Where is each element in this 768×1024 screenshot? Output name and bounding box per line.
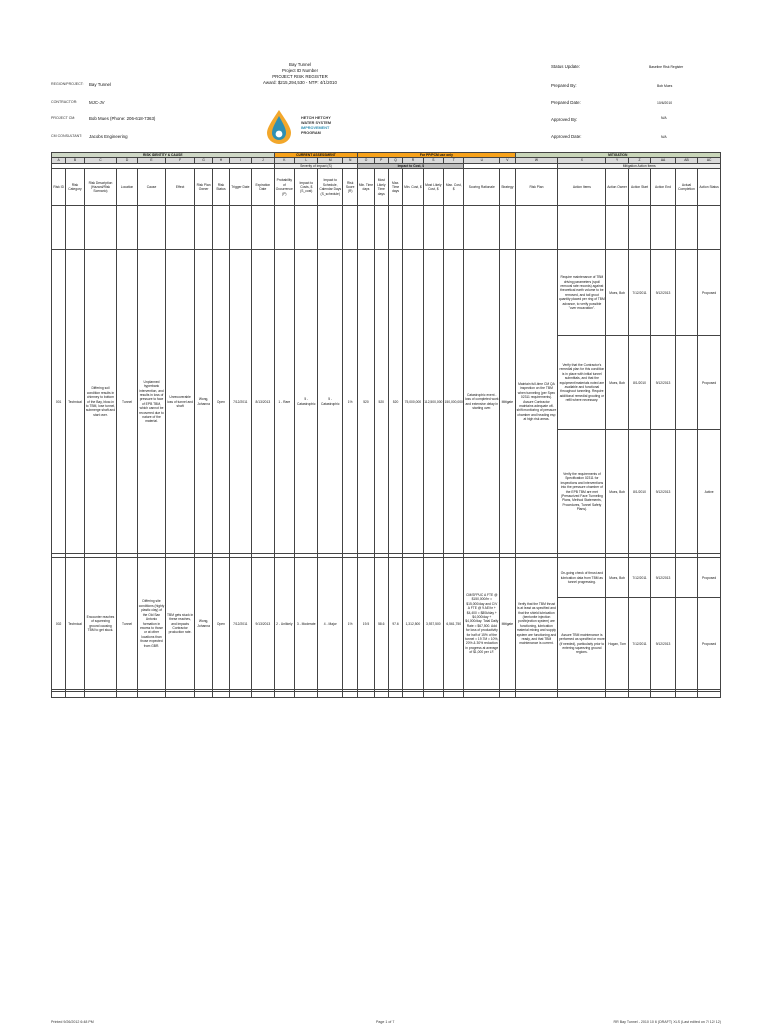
prepared-by-value: Bob Mues xyxy=(657,84,673,88)
column-letter-25: Y xyxy=(606,158,628,163)
action-end-cell: 9/12/2013 xyxy=(651,336,676,430)
column-letter-15: O xyxy=(358,158,374,163)
risk-ml-cost-cell: 112,500,000 xyxy=(423,250,443,554)
blank-cell xyxy=(66,692,84,698)
risk-max-cost-cell: 150,000,000 xyxy=(444,250,464,554)
blank-cell xyxy=(444,692,464,698)
blank-cell xyxy=(651,206,676,250)
risk-ml-time-cell: 520 xyxy=(374,250,388,554)
risk-table-body xyxy=(52,153,721,698)
header-line-award: Award: $215,294,530 - NTP: 4/1/2010 xyxy=(263,80,337,85)
action-end-cell: 9/12/2013 xyxy=(651,558,676,598)
risk-location-cell: Tunnel xyxy=(117,250,137,554)
column-letter-2: B xyxy=(66,158,84,163)
sub-severity: Severity of Impact (S) xyxy=(274,163,358,168)
blank-cell xyxy=(500,692,515,698)
action-item-cell: Require maintenance of TBM driving parameters (spoil removal rate records) against theoretical earth volume to be removed, and tail grout quantity placed per ring of TBM advance, to verify possible "over excavation". xyxy=(558,250,606,336)
blank-cell xyxy=(388,692,402,698)
blank-cell xyxy=(651,692,676,698)
column-letter-20: T xyxy=(444,158,464,163)
column-header-23: Risk Plan xyxy=(515,169,558,206)
risk-row xyxy=(52,558,721,598)
blank-cell xyxy=(137,692,166,698)
column-letter-19: S xyxy=(423,158,443,163)
risk-min-time-cell: 520 xyxy=(358,250,374,554)
column-header-16: Most Likely Time days xyxy=(374,169,388,206)
column-letter-16: P xyxy=(374,158,388,163)
column-header-18: Min. Cost, $ xyxy=(403,169,423,206)
group-pmcm: For PP/PCM use only xyxy=(358,153,515,158)
action-start-cell: 7/12/2011 xyxy=(628,558,650,598)
blank-cell xyxy=(464,692,500,698)
blank-cell xyxy=(606,692,628,698)
blank-cell xyxy=(213,692,229,698)
column-header-10: Expiration Date xyxy=(252,169,275,206)
column-header-7: Risk Plan Owner xyxy=(194,169,212,206)
field-consultant-value: Jacobs Engineering xyxy=(89,134,128,139)
risk-description-cell: Differing soil condition results in chimney to bottom of the Bay, blow-in to TBM, lose tunnel, submerge shaft and start over. xyxy=(84,250,117,554)
column-letter-18: R xyxy=(403,158,423,163)
blank-cell xyxy=(515,206,558,250)
risk-ml-time-cell: 58.6 xyxy=(374,558,388,690)
column-letter-17: Q xyxy=(388,158,402,163)
blank-cell xyxy=(558,206,606,250)
action-status-cell: Active xyxy=(698,430,721,554)
water-drop-icon xyxy=(263,108,295,144)
action-start-cell: 8/1/2010 xyxy=(628,430,650,554)
risk-max-cost-cell: 6,561,750 xyxy=(444,558,464,690)
column-letter-4: D xyxy=(117,158,137,163)
logo-line-3: IMPROVEMENT xyxy=(301,126,330,130)
blank-cell xyxy=(444,206,464,250)
risk-cause-cell: Differing site conditions (highly plastic clay) of the Old San Antonio formation in excess to those or at other locations than those expected from GBR. xyxy=(137,558,166,690)
group-assessment: CURRENT ASSESSMENT xyxy=(274,153,358,158)
blank-cell xyxy=(66,206,84,250)
blank-cell xyxy=(388,206,402,250)
blank-cell xyxy=(358,206,374,250)
blank-cell xyxy=(84,206,117,250)
footer-file: RR Bay Tunnel - 2010 10 6 (DRAFT) XLS (Last edited on 7/ 12/ 12) xyxy=(613,1020,721,1024)
risk-row xyxy=(52,250,721,336)
blank-cell xyxy=(403,692,423,698)
risk-max-time-cell: 97.6 xyxy=(388,558,402,690)
column-header-29: Action Status xyxy=(698,169,721,206)
field-region-label: REGION/PROJECT: xyxy=(51,82,84,86)
blank-cell xyxy=(274,206,294,250)
action-owner-cell: Mues, Bob xyxy=(606,430,628,554)
action-owner-cell: Mues, Bob xyxy=(606,558,628,598)
risk-max-time-cell: 520 xyxy=(388,250,402,554)
risk-rationale-cell: CM/SFPUC A FTE @ $150,000/hr = $15,000/day and C/V A FTE @ 9 AE/hr + $4,400 = $80k/day + $4,000/day + $4,000/day. Total Daily Rate = $67,500. Add for loss of productivity for half of 15% of the tunnel = 19.7M = 10%, 20% & 30% reduction in progress at average of $1,000 per LF. xyxy=(464,558,500,690)
column-header-17: Max. Time days xyxy=(388,169,402,206)
prepared-by-label: Prepared By: xyxy=(551,83,577,88)
blank-cell xyxy=(52,206,66,250)
action-status-cell: Proposed xyxy=(698,598,721,690)
column-header-15: Min. Time days xyxy=(358,169,374,206)
action-status-cell: Proposed xyxy=(698,250,721,336)
prepared-date-value: 10/6/2010 xyxy=(657,101,673,105)
blank-cell xyxy=(194,206,212,250)
logo-line-4: PROGRAM xyxy=(301,131,321,135)
risk-status-cell: Open xyxy=(213,250,229,554)
spacer-row xyxy=(52,206,721,250)
blank-cell xyxy=(606,206,628,250)
blank-cell xyxy=(117,206,137,250)
risk-probability-cell: 2 - Unlikely xyxy=(274,558,294,690)
column-header-27: Action End xyxy=(651,169,676,206)
column-header-13: Impact to Schedule, Calendar Days (S_schedule) xyxy=(318,169,343,206)
action-item-cell: Verify that the Contractor's remedial plan for this condition is in place with initial tunnel submittals, and that the equipment/materials noted are available and functional throughout tunneling. Require additional remedial grouting or refill where necessary. xyxy=(558,336,606,430)
risk-impact-cost-cell: 3 - Moderate xyxy=(295,558,318,690)
column-header-8: Risk Status xyxy=(213,169,229,206)
risk-min-time-cell: 19.5 xyxy=(358,558,374,690)
blank-cell xyxy=(675,206,697,250)
action-item-cell: Assure TBM maintenance is performed as specified or more (if needed), particularly prior to entering squeezing ground regions. xyxy=(558,598,606,690)
blank-cell xyxy=(318,692,343,698)
blank-cell xyxy=(166,206,195,250)
risk-cause-cell: Unplanned hyperbaric intervention, and results in loss of pressure to face of EPB TBM, which cannot be recovered due to nature of the material. xyxy=(137,250,166,554)
approved-date-value: N/A xyxy=(661,135,667,139)
action-actual-cell xyxy=(675,430,697,554)
risk-min-cost-cell: 1,312,500 xyxy=(403,558,423,690)
action-actual-cell xyxy=(675,336,697,430)
action-start-cell: 8/1/2010 xyxy=(628,336,650,430)
column-header-22: Strategy xyxy=(500,169,515,206)
status-update-label: Status Update: xyxy=(551,64,581,69)
column-letter-3: C xyxy=(84,158,117,163)
header-line-id: Project ID Number xyxy=(281,68,319,73)
column-letter-27: AA xyxy=(651,158,676,163)
column-letter-14: N xyxy=(342,158,357,163)
risk-trigger-cell: 7/12/2011 xyxy=(229,250,251,554)
header-line-project: Bay Tunnel xyxy=(289,62,311,67)
risk-min-cost-cell: 75,000,000 xyxy=(403,250,423,554)
column-letter-24: X xyxy=(558,158,606,163)
risk-strategy-cell: Mitigate xyxy=(500,558,515,690)
blank-cell xyxy=(675,692,697,698)
risk-id-cell: 002 xyxy=(52,558,66,690)
blank-cell xyxy=(403,206,423,250)
column-header-row xyxy=(52,169,721,206)
action-start-cell: 7/12/2011 xyxy=(628,250,650,336)
program-logo xyxy=(263,108,303,146)
risk-ml-cost-cell: 3,937,500 xyxy=(423,558,443,690)
blank-cell xyxy=(698,206,721,250)
logo-text xyxy=(301,116,331,136)
risk-rationale-cell: Catastrophic event - loss of completed work and extensive delay in starting over. xyxy=(464,250,500,554)
column-header-6: Effect xyxy=(166,169,195,206)
logo-line-2: WATER SYSTEM xyxy=(301,121,332,125)
risk-owner-cell: Wong, Johanna xyxy=(194,250,212,554)
risk-category-cell: Technical xyxy=(66,250,84,554)
field-region-value: Bay Tunnel xyxy=(89,82,111,87)
action-end-cell: 9/12/2013 xyxy=(651,430,676,554)
footer-page: Page 1 of 7 xyxy=(376,1020,395,1024)
blank-cell xyxy=(698,692,721,698)
column-header-19: Most Likely Cost, $ xyxy=(423,169,443,206)
column-letter-5: E xyxy=(137,158,166,163)
blank-cell xyxy=(274,692,294,698)
blank-cell xyxy=(137,206,166,250)
action-actual-cell xyxy=(675,598,697,690)
column-letter-8: H xyxy=(213,158,229,163)
blank-cell xyxy=(423,206,443,250)
action-actual-cell xyxy=(675,558,697,598)
risk-score-cell: 1% xyxy=(342,558,357,690)
field-pcm-label: PROJECT CM: xyxy=(51,116,76,120)
column-header-3: Risk Description (Hazard/Risk Scenario) xyxy=(84,169,117,206)
column-letter-21: U xyxy=(464,158,500,163)
risk-description-cell: Encounter reaches of squeezing ground causing TBM to get stuck. xyxy=(84,558,117,690)
blank-cell xyxy=(117,692,137,698)
blank-cell xyxy=(252,692,275,698)
column-header-21: Scoring Rationale xyxy=(464,169,500,206)
column-letter-10: J xyxy=(252,158,275,163)
action-status-cell: Proposed xyxy=(698,336,721,430)
blank-cell xyxy=(295,206,318,250)
blank-cell xyxy=(374,206,388,250)
blank-cell xyxy=(166,692,195,698)
column-letter-11: K xyxy=(274,158,294,163)
action-end-cell: 9/12/2013 xyxy=(651,250,676,336)
risk-trigger-cell: 7/12/2011 xyxy=(229,558,251,690)
column-letter-26: Z xyxy=(628,158,650,163)
risk-id-cell: 001 xyxy=(52,250,66,554)
risk-probability-cell: 1 - Rare xyxy=(274,250,294,554)
risk-impact-cost-cell: 5 - Catastrophic xyxy=(295,250,318,554)
risk-location-cell: Tunnel xyxy=(117,558,137,690)
column-letter-6: F xyxy=(166,158,195,163)
approved-by-value: N/A xyxy=(661,116,667,120)
column-header-11: Probability of Occurrence (P) xyxy=(274,169,294,206)
blank-cell xyxy=(229,692,251,698)
column-header-14: Risk Score (R) xyxy=(342,169,357,206)
field-pcm-value: Bob Mues (Phone: 206-618-7363) xyxy=(89,116,156,121)
approved-date-label: Approved Date: xyxy=(551,134,582,139)
blank-cell xyxy=(213,206,229,250)
action-owner-cell: Hogan, Tom xyxy=(606,598,628,690)
status-update-value: Baseline Risk Register xyxy=(649,65,684,69)
field-contractor-label: CONTRACTOR: xyxy=(51,100,78,104)
column-letter-29: AC xyxy=(698,158,721,163)
risk-effect-cell: TBM gets stuck in these reaches, and impacts Contractor production rate. xyxy=(166,558,195,690)
risk-expiration-cell: 8/13/2013 xyxy=(252,250,275,554)
risk-owner-cell: Wong, Johanna xyxy=(194,558,212,690)
action-end-cell: 9/12/2013 xyxy=(651,598,676,690)
blank-cell xyxy=(500,206,515,250)
blank-cell xyxy=(318,206,343,250)
column-header-5: Cause xyxy=(137,169,166,206)
blank-cell xyxy=(423,692,443,698)
column-header-26: Action Start xyxy=(628,169,650,206)
blank-cell xyxy=(628,206,650,250)
prepared-date-label: Prepared Date: xyxy=(551,100,581,105)
blank-cell xyxy=(464,206,500,250)
group-identity: RISK IDENTITY & CAUSE xyxy=(52,153,275,158)
blank-cell xyxy=(558,692,606,698)
blank-cell xyxy=(252,206,275,250)
blank-cell xyxy=(342,692,357,698)
risk-category-cell: Technical xyxy=(66,558,84,690)
sub-impact-cost: Impact to Cost, $ xyxy=(358,163,464,168)
column-letter-9: I xyxy=(229,158,251,163)
action-owner-cell: Mues, Bob xyxy=(606,250,628,336)
blank-cell xyxy=(515,692,558,698)
column-letter-1: A xyxy=(52,158,66,163)
blank-cell xyxy=(229,206,251,250)
column-header-28: Actual Completion xyxy=(675,169,697,206)
action-item-cell: On-going check of thrust and lubrication data from TBM as tunnel progressing. xyxy=(558,558,606,598)
field-contractor-value: MJC-JV xyxy=(89,100,105,105)
column-header-9: Trigger Date xyxy=(229,169,251,206)
header-line-title: PROJECT RISK REGISTER xyxy=(272,74,328,79)
action-item-cell: Verify the requirements of Specification 02311 for inspections and interventions into the pressure chamber of the EPB TBM are met (Pressurized Face Tunneling Plans, Method Statements, Procedures, Tunnel Safety Plans). xyxy=(558,430,606,554)
blank-cell xyxy=(358,692,374,698)
risk-impact-schedule-cell: 5 - Catastrophic xyxy=(318,250,343,554)
risk-strategy-cell: Mitigate xyxy=(500,250,515,554)
column-letter-22: V xyxy=(500,158,515,163)
blank-cell xyxy=(374,692,388,698)
blank-cell xyxy=(194,692,212,698)
action-status-cell: Proposed xyxy=(698,558,721,598)
logo-line-1: HETCH HETCHY xyxy=(301,116,331,120)
blank-cell xyxy=(84,692,117,698)
blank-cell xyxy=(342,206,357,250)
blank-cell xyxy=(628,692,650,698)
column-letter-12: L xyxy=(295,158,318,163)
column-header-4: Location xyxy=(117,169,137,206)
risk-score-cell: 1% xyxy=(342,250,357,554)
column-header-1: Risk ID xyxy=(52,169,66,206)
action-owner-cell: Mues, Bob xyxy=(606,336,628,430)
column-header-20: Max. Cost, $ xyxy=(444,169,464,206)
risk-status-cell: Open xyxy=(213,558,229,690)
risk-plan-cell: Maintain full-time CM QA inspection on the TBM when tunneling (per Spec 02311 requirements). Assure Contractor maintains adequate off-shift monitoring of pressure chamber and heading esp at high risk areas. xyxy=(515,250,558,554)
column-letter-28: AB xyxy=(675,158,697,163)
column-letter-23: W xyxy=(515,158,558,163)
approved-by-label: Approved By: xyxy=(551,117,578,122)
column-letter-13: M xyxy=(318,158,343,163)
risk-register-table xyxy=(51,152,721,698)
sub-mitigation-items: Mitigation Action Items xyxy=(558,163,721,168)
action-actual-cell xyxy=(675,250,697,336)
column-header-2: Risk Category xyxy=(66,169,84,206)
action-start-cell: 7/12/2011 xyxy=(628,598,650,690)
column-header-24: Action Items xyxy=(558,169,606,206)
footer-printed: Printed 9/26/2012 6:48 PM xyxy=(51,1020,94,1024)
column-header-25: Action Owner xyxy=(606,169,628,206)
column-header-12: Impact to Costs, $ (S_cost) xyxy=(295,169,318,206)
column-letter-7: G xyxy=(194,158,212,163)
risk-expiration-cell: 9/13/2013 xyxy=(252,558,275,690)
report-header xyxy=(240,62,360,86)
risk-effect-cell: Unrecoverable loss of tunnel and shaft xyxy=(166,250,195,554)
risk-plan-cell: Verify that the TBM thrust is at least as specified and that the shield lubrication (bentonite injection port/injection system) are functioning, lubrication material mixing and supply system are functioning and ready, and that TBM maintenance is current. xyxy=(515,558,558,690)
empty-row xyxy=(52,692,721,698)
group-mitigation: MITIGATION xyxy=(515,153,720,158)
blank-cell xyxy=(52,692,66,698)
field-consultant-label: CM CONSULTANT: xyxy=(51,134,83,138)
risk-impact-schedule-cell: 4 - Major xyxy=(318,558,343,690)
blank-cell xyxy=(295,692,318,698)
